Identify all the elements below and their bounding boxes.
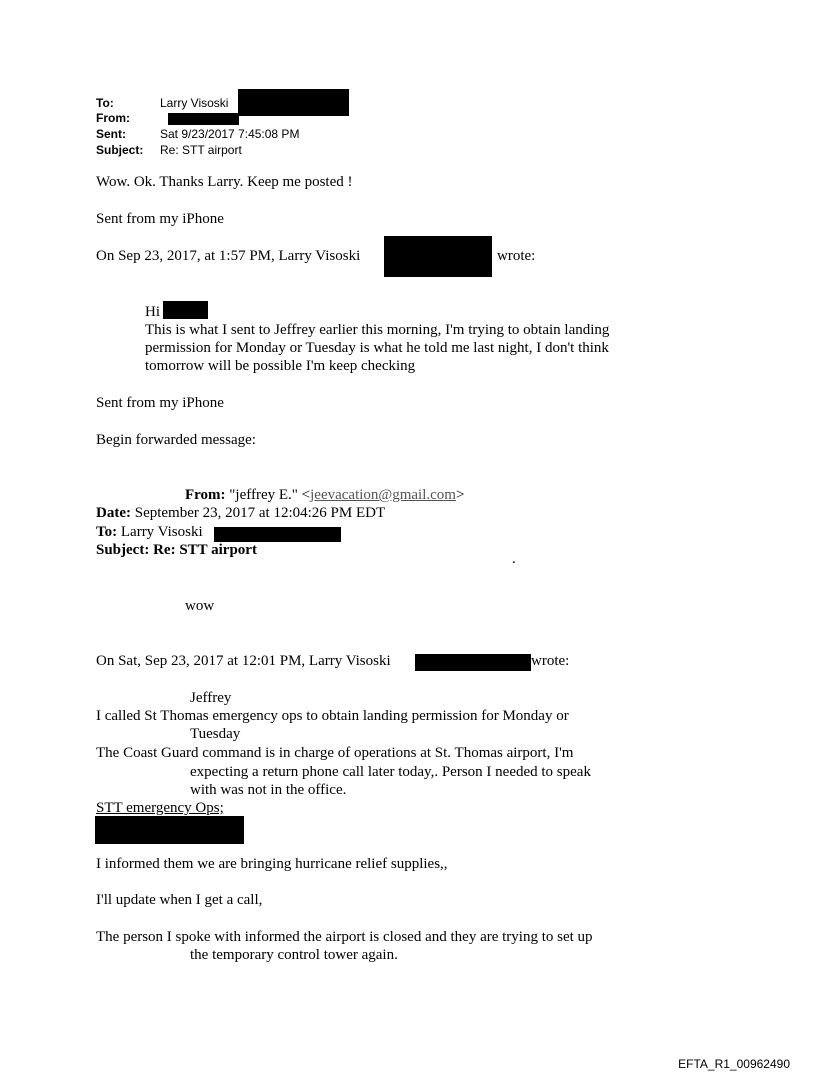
forwarded-date-value: September 23, 2017 at 12:04:26 PM EDT — [134, 505, 386, 521]
redaction-box — [95, 816, 244, 844]
quote2-paragraph: the temporary control tower again. — [190, 947, 398, 963]
quote2-paragraph: I informed them we are bringing hurricane relief supplies,, — [96, 856, 448, 872]
document-id: EFTA_R1_00962490 — [678, 1057, 790, 1071]
forwarded-to-label: To: — [96, 524, 118, 540]
from-label: From: — [96, 111, 130, 125]
subject-label: Subject: — [96, 143, 144, 157]
quote2-paragraph: The person I spoke with informed the airport is closed and they are trying to set up — [96, 929, 593, 945]
sent-value: Sat 9/23/2017 7:45:08 PM — [160, 127, 300, 141]
redaction-box — [238, 89, 349, 116]
forwarded-from — [185, 487, 464, 504]
forwarded-from-label: From: — [185, 487, 226, 503]
forward-intro: Begin forwarded message: — [96, 432, 256, 448]
quote2-greeting: Jeffrey — [190, 690, 232, 706]
quote-line: This is what I sent to Jeffrey earlier this morning, I'm trying to obtain landing — [145, 322, 610, 338]
quote2-intro-suffix: wrote: — [531, 653, 570, 669]
forwarded-subject: Subject: Re: STT airport — [96, 542, 257, 558]
forwarded-date-label: Date: — [96, 505, 131, 521]
forwarded-date — [96, 505, 385, 522]
sent-from-iphone: Sent from my iPhone — [96, 211, 224, 227]
forwarded-from-close: > — [455, 487, 465, 503]
quote2-line: The Coast Guard command is in charge of operations at St. Thomas airport, I'm — [96, 745, 574, 761]
redaction-box — [214, 527, 341, 542]
forwarded-from-name: "jeffrey E." < — [229, 487, 311, 503]
sent-from-iphone: Sent from my iPhone — [96, 395, 224, 411]
quote2-line: expecting a return phone call later today,. Person I needed to speak — [190, 764, 591, 780]
subject-value: Re: STT airport — [160, 143, 242, 157]
quote2-line: I called St Thomas emergency ops to obtain landing permission for Monday or — [96, 708, 569, 724]
quote-line: tomorrow will be possible I'm keep checking — [145, 358, 416, 374]
forwarded-from-email-link[interactable]: jeevacation@gmail.com — [310, 487, 456, 503]
quote2-line: Tuesday — [190, 726, 241, 742]
quote-greeting: Hi — [145, 304, 160, 320]
quote-line: permission for Monday or Tuesday is what he told me last night, I don't think — [145, 340, 609, 356]
sent-label: Sent: — [96, 127, 126, 141]
reply-line: Wow. Ok. Thanks Larry. Keep me posted ! — [96, 174, 353, 190]
to-value: Larry Visoski — [160, 96, 229, 110]
quote2-paragraph: I'll update when I get a call, — [96, 892, 263, 908]
quote-intro-suffix: wrote: — [497, 248, 536, 264]
forwarded-message: wow — [185, 598, 215, 614]
quote2-line: with was not in the office. — [190, 782, 347, 798]
redaction-box — [163, 301, 208, 319]
ops-label: STT emergency Ops; — [96, 800, 224, 816]
redaction-box — [168, 113, 239, 125]
quote-intro-prefix: On Sep 23, 2017, at 1:57 PM, Larry Visoski — [96, 248, 361, 264]
redaction-box — [415, 654, 531, 671]
quote2-intro-prefix: On Sat, Sep 23, 2017 at 12:01 PM, Larry Visoski — [96, 653, 391, 669]
forwarded-to-value: Larry Visoski — [120, 524, 203, 540]
to-label: To: — [96, 96, 114, 110]
forwarded-to — [96, 524, 203, 541]
redaction-box — [384, 236, 492, 277]
stray-dot: . — [512, 551, 516, 567]
